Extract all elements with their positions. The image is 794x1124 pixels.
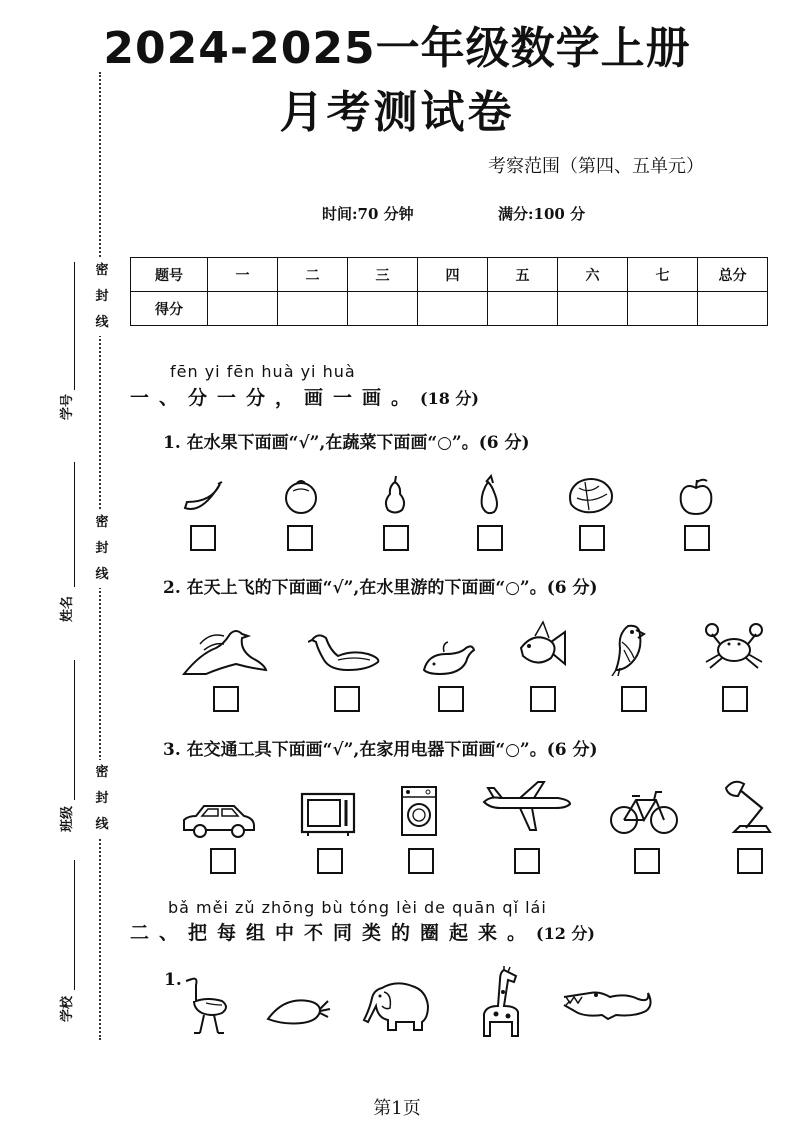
fish-icon (515, 618, 571, 674)
class-blank[interactable] (74, 660, 75, 800)
seal-group-1 (94, 258, 110, 336)
score-cell[interactable] (278, 292, 348, 326)
score-cell[interactable] (348, 292, 418, 326)
score-cell[interactable] (418, 292, 488, 326)
seal-char: 封 (95, 791, 109, 806)
exam-full-score: 满分:100 分 (498, 205, 586, 223)
class-label: 班级 (60, 805, 75, 832)
score-cell[interactable] (628, 292, 698, 326)
parrot-icon (606, 618, 650, 676)
answer-box[interactable] (190, 525, 216, 551)
seal-char: 线 (95, 567, 109, 582)
seal-char: 密 (95, 263, 109, 278)
bicycle-icon (608, 786, 680, 838)
seal-char: 线 (95, 315, 109, 330)
section2-heading (130, 918, 595, 945)
banana-icon (182, 480, 224, 516)
goose-icon (308, 630, 382, 674)
score-table (130, 257, 768, 326)
answer-box[interactable] (737, 848, 763, 874)
exam-title: 2024-2025一年级数学上册 (103, 23, 691, 74)
radish-icon (264, 993, 334, 1029)
section2-title: 二、把每组中不同类的圈起来。 (130, 922, 537, 944)
car-icon (180, 800, 258, 840)
group-1-label: 1. (164, 970, 182, 990)
answer-box[interactable] (383, 525, 409, 551)
answer-box[interactable] (438, 686, 464, 712)
seal-char: 密 (95, 765, 109, 780)
page-number: 第1页 (373, 1098, 421, 1119)
score-header-cell: 三 (348, 258, 418, 292)
score-table-header-row (131, 258, 768, 292)
answer-box[interactable] (684, 525, 710, 551)
exam-scope: 考察范围（第四、五单元） (488, 156, 704, 177)
whale-icon (420, 640, 478, 678)
section1-title: 一、分一分，画一画。 (130, 387, 421, 409)
answer-box[interactable] (408, 848, 434, 874)
ostrich-icon (178, 975, 232, 1037)
section1-heading (130, 383, 479, 410)
exam-time: 时间:70 分钟 (322, 205, 414, 223)
question-3: 3. 在交通工具下面画“√”,在家用电器下面画“○”。(6 分) (163, 740, 598, 760)
section1-pinyin: fēn yi fēn huà yi huà (170, 362, 356, 381)
answer-box[interactable] (210, 848, 236, 874)
crab-icon (700, 620, 768, 672)
question-1: 1. 在水果下面画“√”,在蔬菜下面画“○”。(6 分) (163, 433, 530, 453)
name-label: 姓名 (60, 595, 75, 622)
cabbage-icon (565, 474, 617, 516)
apple-icon (677, 476, 715, 516)
score-table-score-row (131, 292, 768, 326)
answer-box[interactable] (722, 686, 748, 712)
answer-box[interactable] (287, 525, 313, 551)
answer-box[interactable] (317, 848, 343, 874)
score-header-cell: 总分 (698, 258, 768, 292)
score-cell[interactable] (208, 292, 278, 326)
answer-box[interactable] (514, 848, 540, 874)
score-header-cell: 二 (278, 258, 348, 292)
airplane-icon (480, 778, 574, 834)
giraffe-icon (474, 966, 526, 1040)
school-blank[interactable] (74, 860, 75, 990)
seal-char: 密 (95, 515, 109, 530)
eggplant-icon (474, 472, 504, 518)
elephant-icon (362, 978, 434, 1034)
score-header-cell: 四 (418, 258, 488, 292)
microwave-icon (298, 790, 358, 838)
name-blank[interactable] (74, 462, 75, 587)
answer-box[interactable] (621, 686, 647, 712)
answer-box[interactable] (530, 686, 556, 712)
seal-char: 封 (95, 541, 109, 556)
question-2: 2. 在天上飞的下面画“√”,在水里游的下面画“○”。(6 分) (163, 578, 598, 598)
score-header-cell: 七 (628, 258, 698, 292)
student-id-blank[interactable] (74, 262, 75, 390)
seal-char: 线 (95, 817, 109, 832)
answer-box[interactable] (334, 686, 360, 712)
exam-subtitle: 月考测试卷 (279, 87, 515, 138)
answer-box[interactable] (634, 848, 660, 874)
orange-icon (283, 477, 319, 515)
score-header-cell: 六 (558, 258, 628, 292)
desk-lamp-icon (720, 776, 776, 838)
answer-box[interactable] (579, 525, 605, 551)
answer-box[interactable] (213, 686, 239, 712)
student-id-label: 学号 (60, 393, 75, 420)
score-cell[interactable] (698, 292, 768, 326)
answer-box[interactable] (477, 525, 503, 551)
pear-icon (380, 474, 410, 516)
seal-char: 封 (95, 289, 109, 304)
school-label: 学校 (60, 995, 75, 1022)
score-row-label: 得分 (131, 292, 208, 326)
pigeon-icon (180, 624, 270, 680)
seal-group-3 (94, 760, 110, 838)
section1-points: (18 分) (420, 389, 479, 408)
washing-machine-icon (398, 783, 440, 839)
seal-group-2 (94, 510, 110, 588)
section2-pinyin: bǎ měi zǔ zhōng bù tóng lèi de quān qǐ lái (168, 898, 547, 917)
crocodile-icon (560, 983, 654, 1027)
score-cell[interactable] (558, 292, 628, 326)
score-header-cell: 题号 (131, 258, 208, 292)
score-cell[interactable] (488, 292, 558, 326)
score-header-cell: 五 (488, 258, 558, 292)
section2-points: (12 分) (536, 924, 595, 943)
score-header-cell: 一 (208, 258, 278, 292)
